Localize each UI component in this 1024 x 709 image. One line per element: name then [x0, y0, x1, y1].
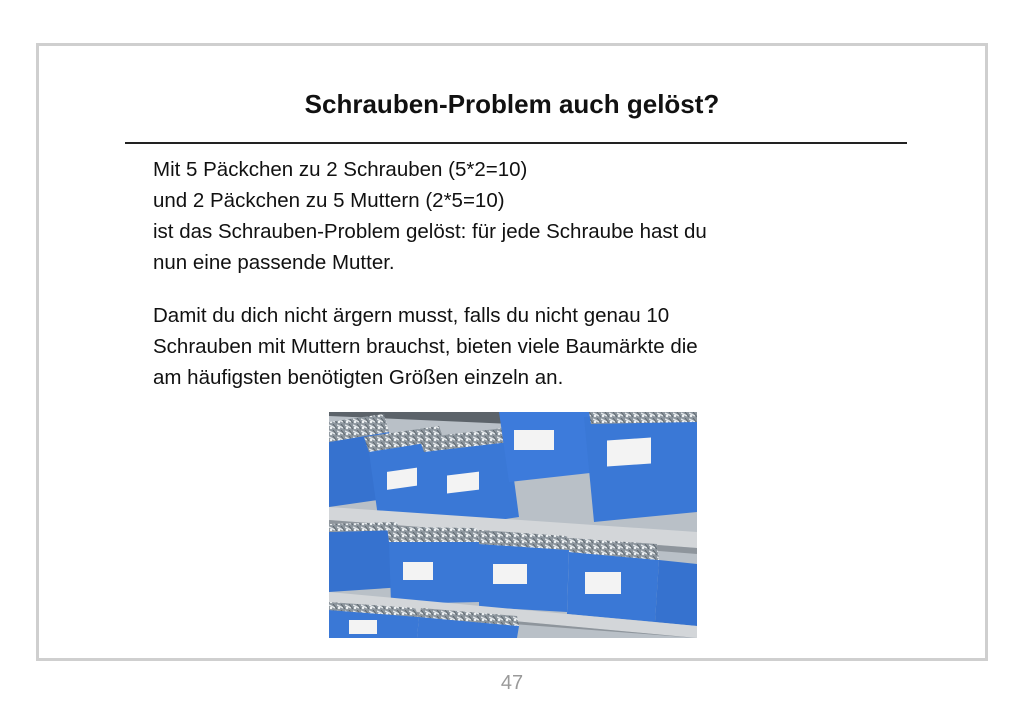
page-number: 47	[500, 672, 524, 694]
paragraph-line: ist das Schrauben-Problem gelöst: für jede Schraube hast du	[153, 220, 707, 243]
slide-title: Schrauben-Problem auch gelöst?	[304, 89, 720, 119]
paragraph-line: nun eine passende Mutter.	[153, 251, 395, 274]
paragraph-line: am häufigsten benötigten Größen einzeln an.	[153, 366, 564, 389]
paragraph-line: Mit 5 Päckchen zu 2 Schrauben (5*2=10)	[153, 158, 528, 181]
storage-bins-illustration	[329, 412, 697, 638]
paragraph-1	[153, 154, 913, 278]
slide-frame	[36, 43, 988, 661]
paragraph-line: Schrauben mit Muttern brauchst, bieten viele Baumärkte die	[153, 335, 698, 358]
slide-body	[153, 154, 913, 415]
paragraph-line: Damit du dich nicht ärgern musst, falls du nicht genau 10	[153, 304, 670, 327]
storage-bins-photo	[329, 412, 697, 638]
paragraph-line: und 2 Päckchen zu 5 Muttern (2*5=10)	[153, 189, 505, 212]
title-divider	[125, 142, 907, 144]
paragraph-2	[153, 300, 913, 393]
